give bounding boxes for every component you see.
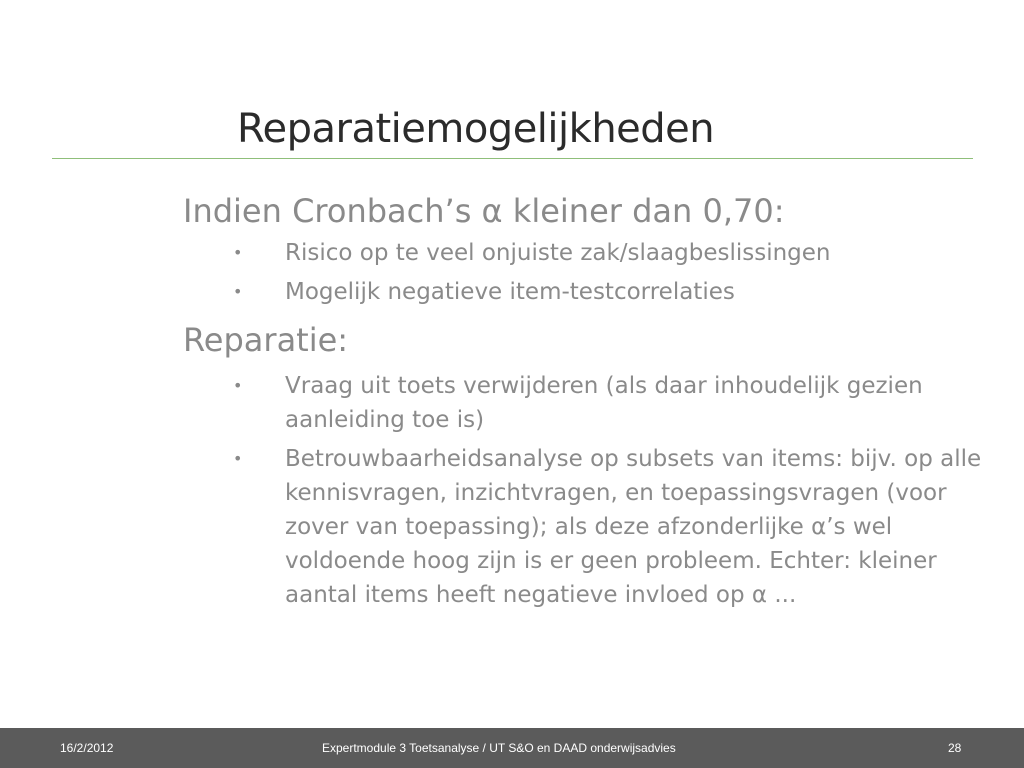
bullet-icon: • <box>233 449 243 468</box>
bullet-text: Betrouwbaarheidsanalyse op subsets van items: bijv. op alle kennisvragen, inzichtvragen, en toepassingsvragen (voor zover van toepassing); als deze afzonderlijke α’s wel voldoende hoog zijn is er geen probleem. Echter: kleiner aantal items heeft negatieve invloed op α ... <box>285 446 982 608</box>
section-heading-condition: Indien Cronbach’s α kleiner dan 0,70: <box>183 192 785 230</box>
slide-footer <box>0 728 1024 768</box>
page-number: 28 <box>948 741 962 755</box>
list-item <box>183 275 1003 309</box>
bullet-icon: • <box>233 282 243 301</box>
bullet-text: Mogelijk negatieve item-testcorrelaties <box>285 279 735 305</box>
condition-bullet-list <box>183 236 1003 309</box>
title-divider <box>52 158 973 159</box>
list-item <box>183 236 1003 270</box>
footer-caption: Expertmodule 3 Toetsanalyse / UT S&O en DAAD onderwijsadvies <box>322 741 676 755</box>
section-heading-repair: Reparatie: <box>183 321 349 359</box>
bullet-text: Vraag uit toets verwijderen (als daar inhoudelijk gezien aanleiding toe is) <box>285 373 923 433</box>
bullet-text: Risico op te veel onjuiste zak/slaagbeslissingen <box>285 240 831 266</box>
footer-date: 16/2/2012 <box>60 741 114 755</box>
bullet-icon: • <box>233 376 243 395</box>
slide-content <box>183 186 1003 617</box>
repair-bullet-list <box>183 369 1003 612</box>
list-item <box>183 442 1003 612</box>
bullet-icon: • <box>233 243 243 262</box>
slide-title: Reparatiemogelijkheden <box>237 106 715 152</box>
list-item <box>183 369 1003 437</box>
